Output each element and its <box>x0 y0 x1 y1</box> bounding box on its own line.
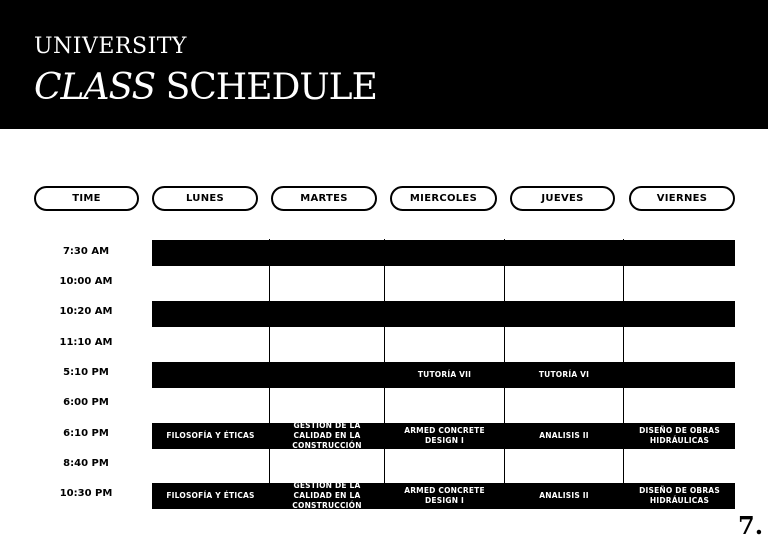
title-schedule-word: SCHEDULE <box>165 67 377 108</box>
class-cell-jueves: ANALISIS II <box>539 431 589 440</box>
class-cell-lunes: FILOSOFÍA Y ÉTICAS <box>166 491 255 500</box>
header-banner <box>0 0 768 129</box>
column-header-miercoles: MIERCOLES <box>390 186 497 211</box>
title-class-word: CLASS <box>34 67 156 108</box>
time-label: 5:10 PM <box>63 367 109 378</box>
class-cell-martes: GESTIÓN DE LA CALIDAD EN LA CONSTRUCCIÓN <box>292 481 362 510</box>
title-class-schedule <box>34 67 377 108</box>
time-label: 11:10 AM <box>59 337 113 348</box>
class-cell-viernes: DISEÑO DE OBRAS HIDRÁULICAS <box>639 486 720 505</box>
brand-logo: 7. <box>738 511 764 540</box>
time-label: 10:00 AM <box>59 276 113 287</box>
schedule-row-band <box>152 240 735 266</box>
class-cell-viernes: DISEÑO DE OBRAS HIDRÁULICAS <box>639 426 720 445</box>
schedule-row-band <box>152 301 735 327</box>
column-header-martes: MARTES <box>271 186 377 211</box>
time-label: 10:30 PM <box>59 488 113 499</box>
class-cell-miercoles: TUTORÍA VII <box>417 370 472 379</box>
class-cell-martes: GESTIÓN DE LA CALIDAD EN LA CONSTRUCCIÓN <box>292 421 362 450</box>
class-cell-miercoles: ARMED CONCRETE DESIGN I <box>404 426 485 445</box>
time-label: 10:20 AM <box>59 306 113 317</box>
class-cell-lunes: FILOSOFÍA Y ÉTICAS <box>166 431 255 440</box>
class-cell-jueves: ANALISIS II <box>539 491 589 500</box>
column-header-viernes: VIERNES <box>629 186 735 211</box>
class-cell-miercoles: ARMED CONCRETE DESIGN I <box>404 486 485 505</box>
title-university: UNIVERSITY <box>34 34 187 59</box>
column-header-jueves: JUEVES <box>510 186 615 211</box>
time-label: 7:30 AM <box>62 246 110 257</box>
column-header-time: TIME <box>34 186 139 211</box>
column-header-lunes: LUNES <box>152 186 258 211</box>
class-cell-jueves: TUTORÍA VI <box>538 370 590 379</box>
time-label: 6:10 PM <box>63 428 109 439</box>
time-label: 6:00 PM <box>63 397 109 408</box>
time-label: 8:40 PM <box>63 458 109 469</box>
